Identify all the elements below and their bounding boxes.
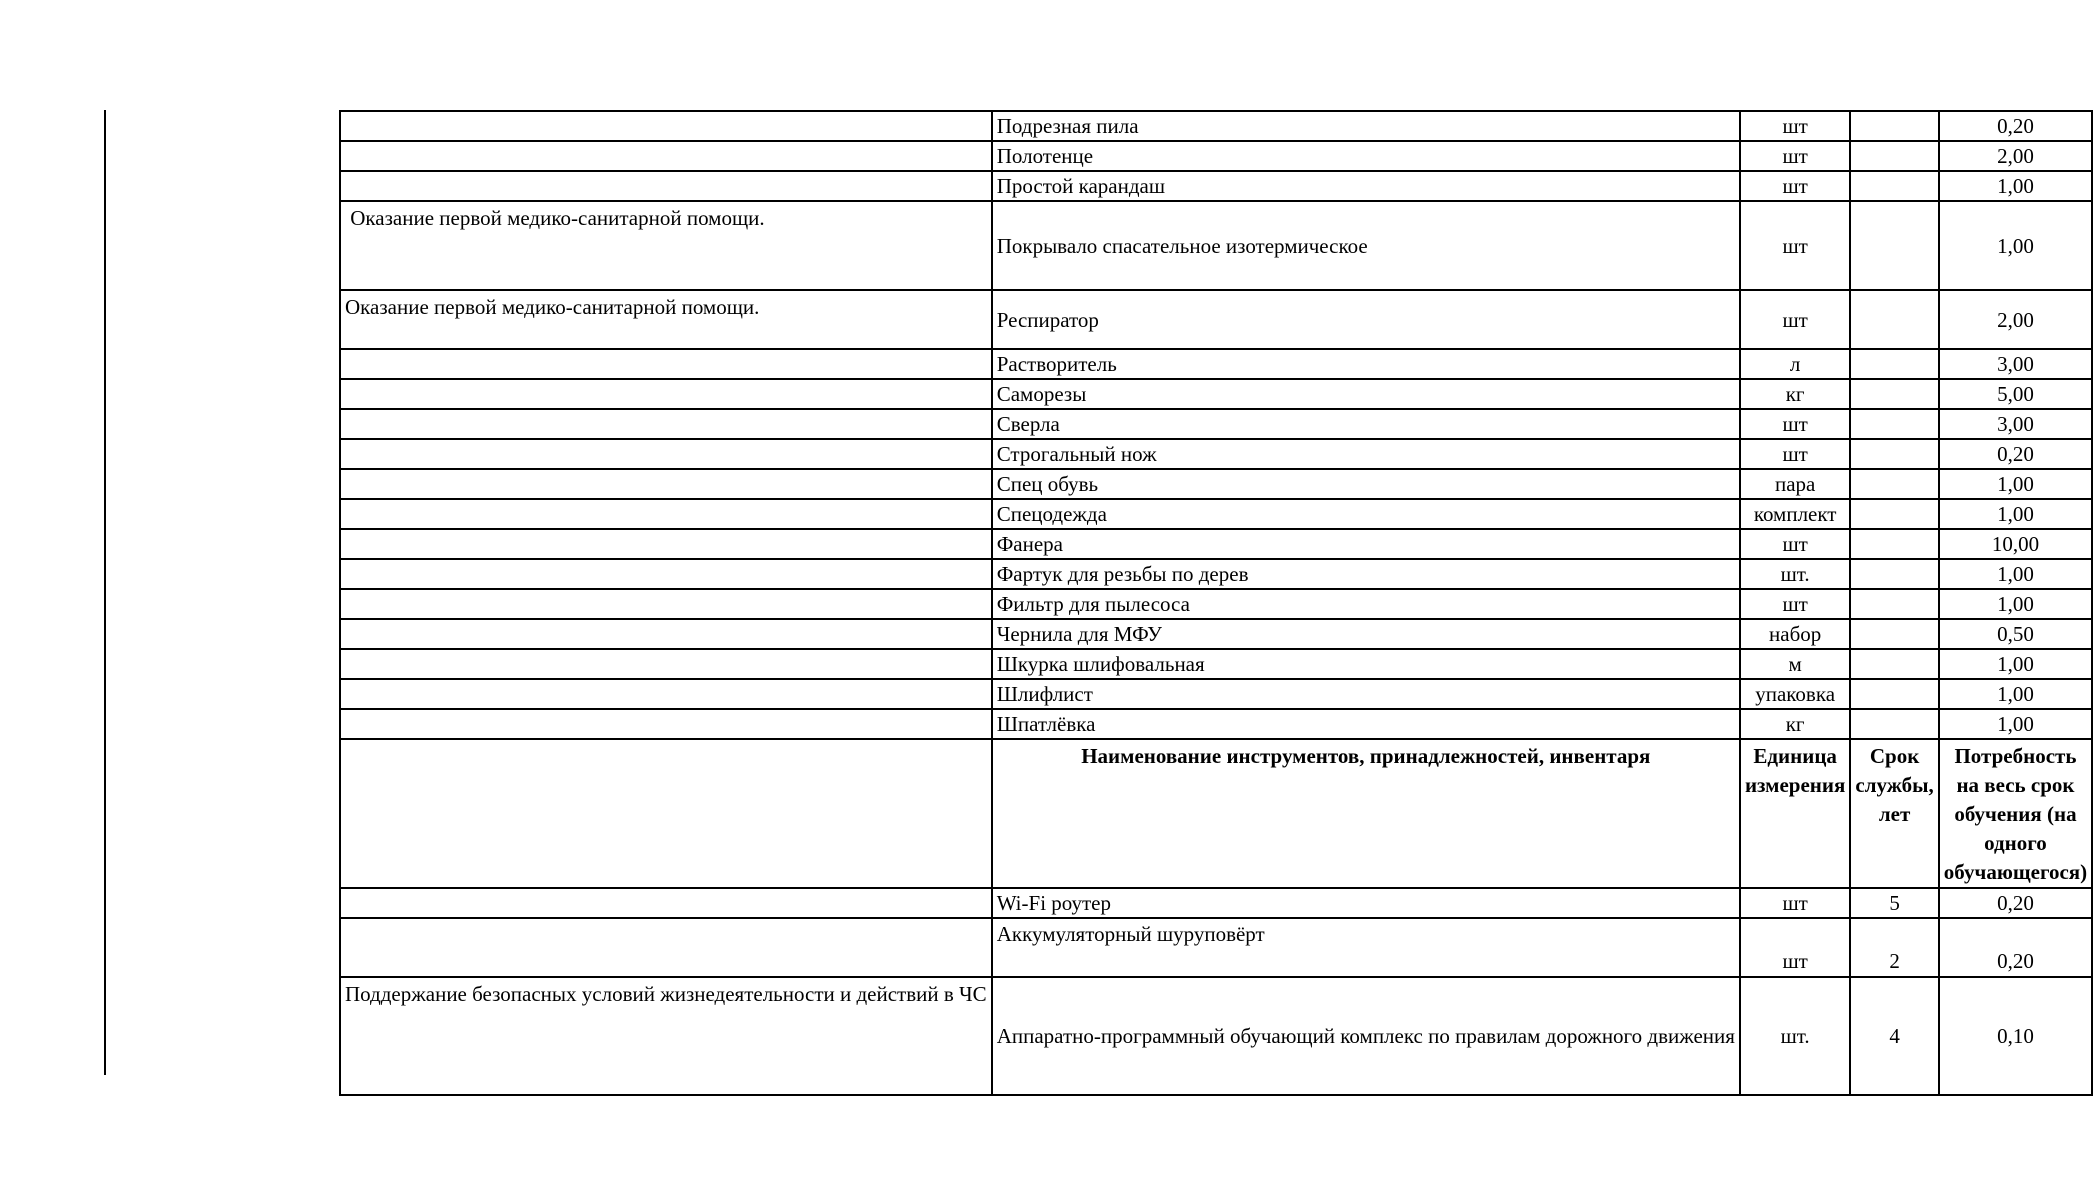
unit-cell: кг: [1740, 379, 1850, 409]
need-cell: 1,00: [1939, 709, 2092, 739]
section-cell: [340, 709, 992, 739]
term-cell: 4: [1850, 977, 1938, 1095]
table-row: [340, 171, 2092, 201]
equipment-table: [339, 110, 2093, 1096]
term-cell: [1850, 111, 1938, 141]
term-cell: [1850, 499, 1938, 529]
item-name-cell: Растворитель: [992, 349, 1740, 379]
section-cell: [340, 559, 992, 589]
item-name-cell: Спецодежда: [992, 499, 1740, 529]
item-name-cell: Шлифлист: [992, 679, 1740, 709]
item-name-cell: Спец обувь: [992, 469, 1740, 499]
need-cell: 1,00: [1939, 649, 2092, 679]
unit-cell: шт: [1740, 888, 1850, 918]
table-row: [340, 619, 2092, 649]
need-cell: 1,00: [1939, 469, 2092, 499]
need-cell: 1,00: [1939, 201, 2092, 290]
unit-cell: шт: [1740, 918, 1850, 977]
term-cell: [1850, 439, 1938, 469]
table-row: [340, 709, 2092, 739]
section-cell: [340, 589, 992, 619]
term-cell: [1850, 379, 1938, 409]
unit-cell: пара: [1740, 469, 1850, 499]
unit-cell: шт: [1740, 171, 1850, 201]
need-cell: 2,00: [1939, 141, 2092, 171]
unit-cell: шт: [1740, 409, 1850, 439]
item-name-cell: Строгальный нож: [992, 439, 1740, 469]
item-name-cell: Фанера: [992, 529, 1740, 559]
term-cell: [1850, 349, 1938, 379]
table-row: [340, 589, 2092, 619]
item-name-cell: Аппаратно-программный обучающий комплекс по правилам дорожного движения: [992, 977, 1740, 1095]
need-cell: 0,20: [1939, 111, 2092, 141]
section-cell: Оказание первой медико-санитарной помощи.: [340, 201, 992, 290]
section-cell: [340, 409, 992, 439]
term-cell: [1850, 619, 1938, 649]
need-cell: 1,00: [1939, 559, 2092, 589]
need-cell: 0,20: [1939, 888, 2092, 918]
table-row: [340, 499, 2092, 529]
term-cell: [1850, 649, 1938, 679]
term-cell: [1850, 290, 1938, 349]
section-cell: [340, 619, 992, 649]
section-cell: [340, 469, 992, 499]
section-cell: [340, 171, 992, 201]
term-cell: 5: [1850, 888, 1938, 918]
item-name-cell: Полотенце: [992, 141, 1740, 171]
item-name-cell: Wi-Fi роутер: [992, 888, 1740, 918]
table-row: [340, 529, 2092, 559]
section-cell: [340, 679, 992, 709]
unit-cell: л: [1740, 349, 1850, 379]
term-cell: 2: [1850, 918, 1938, 977]
unit-cell: упаковка: [1740, 679, 1850, 709]
table-row: [340, 469, 2092, 499]
section-cell: [340, 111, 992, 141]
page-margin-line: [104, 110, 106, 1075]
section-cell: Оказание первой медико-санитарной помощи.: [340, 290, 992, 349]
need-cell: 2,00: [1939, 290, 2092, 349]
item-name-cell: Респиратор: [992, 290, 1740, 349]
item-name-cell: Фартук для резьбы по дерев: [992, 559, 1740, 589]
section-cell: [340, 141, 992, 171]
need-cell: 1,00: [1939, 171, 2092, 201]
unit-cell: шт: [1740, 439, 1850, 469]
item-name-cell: Аккумуляторный шуруповёрт: [992, 918, 1740, 977]
table-row: [340, 111, 2092, 141]
table-row: [340, 290, 2092, 349]
unit-cell: шт: [1740, 201, 1850, 290]
table-row: [340, 888, 2092, 918]
unit-cell: шт: [1740, 111, 1850, 141]
table-row: [340, 977, 2092, 1095]
item-name-header: Наименование инструментов, принадлежностей, инвентаря: [992, 739, 1740, 888]
item-name-cell: Сверла: [992, 409, 1740, 439]
unit-header: Единица измерения: [1740, 739, 1850, 888]
table-row: [340, 409, 2092, 439]
term-cell: [1850, 141, 1938, 171]
section-header-cell: [340, 739, 992, 888]
item-name-cell: Простой карандаш: [992, 171, 1740, 201]
item-name-cell: Покрывало спасательное изотермическое: [992, 201, 1740, 290]
term-header: Срок службы, лет: [1850, 739, 1938, 888]
item-name-cell: Чернила для МФУ: [992, 619, 1740, 649]
table-row: [340, 918, 2092, 977]
table-row: [340, 141, 2092, 171]
item-name-cell: Шпатлёвка: [992, 709, 1740, 739]
need-cell: 1,00: [1939, 589, 2092, 619]
need-cell: 3,00: [1939, 409, 2092, 439]
unit-cell: шт: [1740, 529, 1850, 559]
unit-cell: шт: [1740, 141, 1850, 171]
need-cell: 1,00: [1939, 679, 2092, 709]
item-name-cell: Фильтр для пылесоса: [992, 589, 1740, 619]
section-cell: [340, 529, 992, 559]
term-cell: [1850, 679, 1938, 709]
table-row: [340, 679, 2092, 709]
section-cell: [340, 439, 992, 469]
section-cell: [340, 379, 992, 409]
term-cell: [1850, 469, 1938, 499]
unit-cell: шт.: [1740, 559, 1850, 589]
unit-cell: набор: [1740, 619, 1850, 649]
unit-cell: шт: [1740, 589, 1850, 619]
term-cell: [1850, 529, 1938, 559]
section-cell: [340, 888, 992, 918]
section-cell: Поддержание безопасных условий жизнедеятельности и действий в ЧС: [340, 977, 992, 1095]
need-cell: 3,00: [1939, 349, 2092, 379]
term-cell: [1850, 559, 1938, 589]
term-cell: [1850, 171, 1938, 201]
need-cell: 0,10: [1939, 977, 2092, 1095]
unit-cell: кг: [1740, 709, 1850, 739]
section-cell: [340, 918, 992, 977]
unit-cell: шт: [1740, 290, 1850, 349]
table-row: [340, 439, 2092, 469]
term-cell: [1850, 201, 1938, 290]
unit-cell: м: [1740, 649, 1850, 679]
table-row: [340, 201, 2092, 290]
section-cell: [340, 499, 992, 529]
need-cell: 5,00: [1939, 379, 2092, 409]
table-row: [340, 649, 2092, 679]
need-header: Потребность на весь срок обучения (на одного обучающегося): [1939, 739, 2092, 888]
need-cell: 0,20: [1939, 918, 2092, 977]
term-cell: [1850, 589, 1938, 619]
unit-cell: шт.: [1740, 977, 1850, 1095]
table-row: [340, 349, 2092, 379]
table-header-row: [340, 739, 2092, 888]
need-cell: 0,50: [1939, 619, 2092, 649]
unit-cell: комплект: [1740, 499, 1850, 529]
need-cell: 10,00: [1939, 529, 2092, 559]
term-cell: [1850, 409, 1938, 439]
item-name-cell: Подрезная пила: [992, 111, 1740, 141]
section-cell: [340, 349, 992, 379]
table-row: [340, 379, 2092, 409]
section-cell: [340, 649, 992, 679]
term-cell: [1850, 709, 1938, 739]
need-cell: 0,20: [1939, 439, 2092, 469]
item-name-cell: Шкурка шлифовальная: [992, 649, 1740, 679]
table-row: [340, 559, 2092, 589]
need-cell: 1,00: [1939, 499, 2092, 529]
item-name-cell: Саморезы: [992, 379, 1740, 409]
